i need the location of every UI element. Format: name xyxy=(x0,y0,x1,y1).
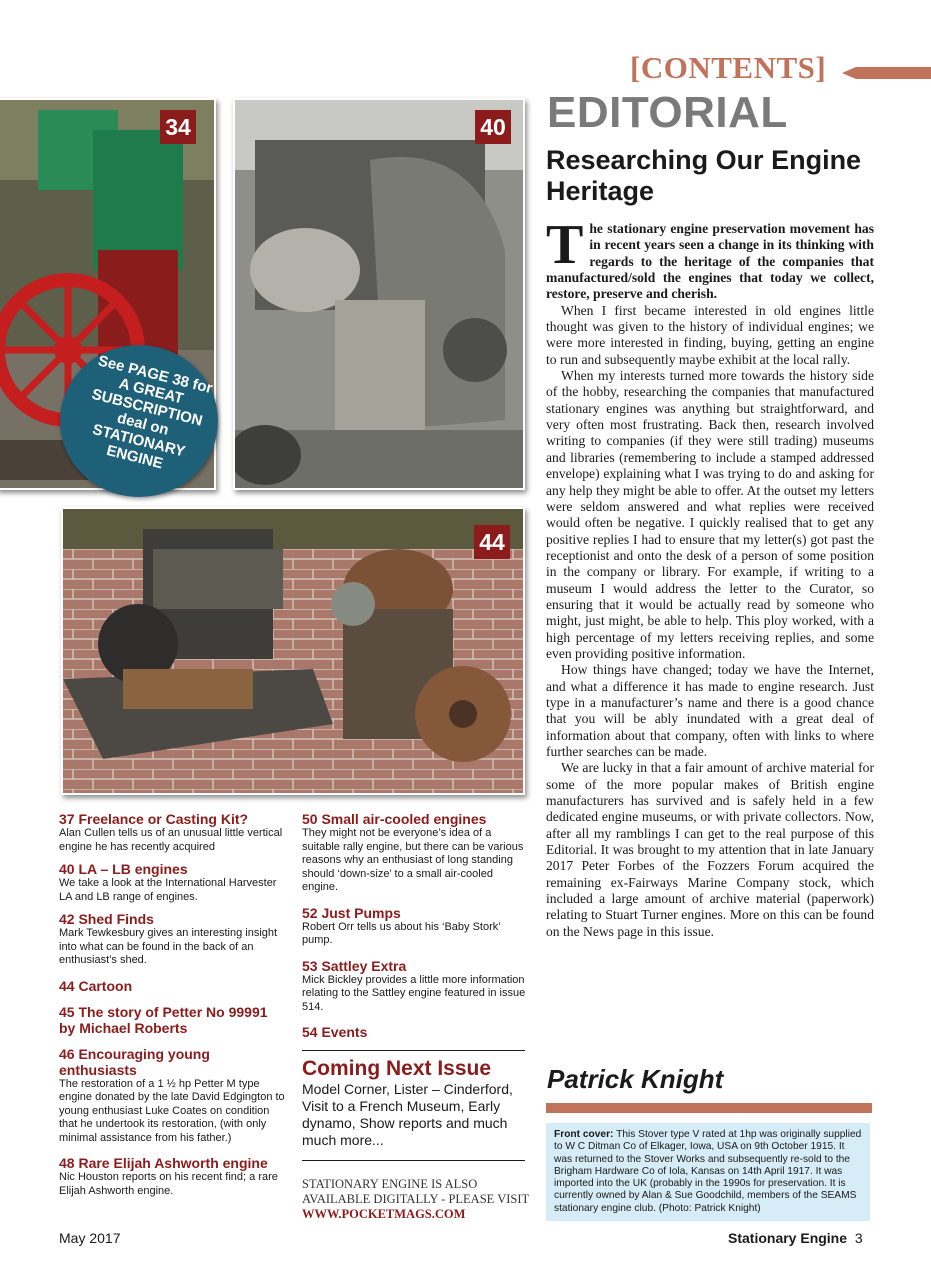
photo-engine-grey[interactable] xyxy=(233,98,525,490)
drop-cap: T xyxy=(546,214,584,276)
headline: Researching Our Engine Heritage xyxy=(546,145,862,206)
contents-entry-title[interactable]: 54 Events xyxy=(302,1024,368,1040)
cover-caption-label: Front cover: xyxy=(554,1129,614,1140)
contents-entry[interactable] xyxy=(59,1004,286,1036)
cover-caption xyxy=(546,1123,870,1221)
contents-column-right xyxy=(302,811,526,1047)
contents-entry[interactable] xyxy=(59,1046,286,1146)
page-badge-44: 44 xyxy=(474,525,510,559)
pocketmags-link[interactable]: WWW.POCKETMAGS.COM xyxy=(302,1207,466,1221)
contents-entry-description: Robert Orr tells us about his ‘Baby Stork’ pump. xyxy=(302,920,501,946)
contents-entry-description: We take a look at the International Harvester LA and LB range of engines. xyxy=(59,877,277,903)
contents-entry-description: Alan Cullen tells us of an unusual little vertical engine he has recently acquired xyxy=(59,827,283,853)
lead-text: he stationary engine preservation movement has in recent years seen a change in its thinking with regards to the heritage of the companies that manufactured/sold the engines that today we collect, restore, preserve and cherish. xyxy=(546,221,874,302)
contents-entry-title[interactable]: 53 Sattley Extra xyxy=(302,957,407,974)
contents-column-left xyxy=(59,811,286,1205)
contents-entry-description: The restoration of a 1 ½ hp Petter M type engine donated by the late David Edgington to young enthusiast Luke Coates on condition that he undertook its restoration, (with only minimal assistance from his father.) xyxy=(59,1077,285,1144)
digital-line-2: AVAILABLE DIGITALLY - PLEASE VISIT xyxy=(302,1192,530,1206)
photo-two-engines[interactable] xyxy=(61,507,525,795)
divider xyxy=(302,1050,525,1051)
contents-entry[interactable] xyxy=(302,811,526,895)
lead-paragraph xyxy=(546,214,874,303)
article-paragraph: How things have changed; today we have the Internet, and what a difference it has made to engine research. Just type in a manufacturer’s name and there is a good chance that you will be ably inundated with a great deal of information about that company, often with links to where further searches can be made. xyxy=(546,662,874,759)
contents-entry-title[interactable]: 52 Just Pumps xyxy=(302,904,401,921)
digital-availability xyxy=(302,1177,542,1222)
contents-entry-title[interactable]: 42 Shed Finds xyxy=(59,911,154,927)
footer-right xyxy=(728,1230,863,1246)
page-badge-40: 40 xyxy=(475,110,511,144)
arrow-left-icon xyxy=(842,67,931,79)
contents-entry[interactable] xyxy=(302,958,526,1015)
editorial-article xyxy=(546,214,874,940)
contents-entry[interactable] xyxy=(302,905,526,948)
article-paragraph: We are lucky in that a fair amount of archive material for some of the more popular makes of British engine manufacturers has survived and is safely held in a few dedicated engine museums, or with private collectors. Now, after all my ramblings I can get to the real purpose of this Editorial. It was brought to my attention that in late January 2017 Peter Forbes of the Fozzers Forum acquired the remaining ex-Fairways Marine Company stock, which included a large amount of archive material (paperwork) relating to Stuart Turner engines. More on this can be found on the News page in this issue. xyxy=(546,760,874,939)
engines-illustration xyxy=(63,509,523,793)
contents-entry-title[interactable]: 37 Freelance or Casting Kit? xyxy=(59,811,249,827)
contents-entry-description: Mark Tewkesbury gives an interesting insight into what can be found in the back of an enthusiast’s shed. xyxy=(59,927,278,966)
page-number: 3 xyxy=(854,1230,863,1246)
contents-entry-title[interactable]: 48 Rare Elijah Ashworth engine xyxy=(59,1155,268,1171)
contents-entry-title[interactable]: 50 Small air-cooled engines xyxy=(302,811,487,827)
contents-tag: [CONTENTS] xyxy=(630,50,827,85)
contents-entry[interactable] xyxy=(59,811,286,854)
contents-entry-title[interactable]: 40 LA – LB engines xyxy=(59,861,188,877)
article-paragraph: When my interests turned more towards the history side of the hobby, researching the companies that manufactured stationary engines was anything but straightforward, and very often most frustrating. Back then, research involved writing to companies (if they were still trading) museums and libraries (remembering to include a stamped addressed envelope) explaining what I was trying to do and asking for any help they might be able to offer. At the outset my letters were seldom answered and what replies were received would often be negative. I quickly realised that to get any positive replies I had to ensure that my letter(s) got past the receptionist and onto the desk of a person of some position in the company or library. For example, if writing to a museum I would address the letter to the Curator, so ensuring that it would be actually read by someone who might, just might, be able to help. This ploy worked, with a high percentage of my letters receiving replies, and some even providing positive information. xyxy=(546,368,874,661)
engine-illustration xyxy=(235,100,523,488)
contents-entry-title[interactable]: 45 The story of Petter No 99991 by Michael Roberts xyxy=(59,1003,268,1036)
next-issue-title: Coming Next Issue xyxy=(302,1057,492,1080)
next-issue-body: Model Corner, Lister – Cinderford, Visit to a French Museum, Early dynamo, Show reports and much much more... xyxy=(302,1081,513,1148)
subscription-promo-text: See PAGE 38 for A GREAT SUBSCRIPTION deal on STATIONARY ENGINE xyxy=(90,352,215,473)
contents-entry[interactable] xyxy=(302,1024,526,1040)
contents-entry[interactable] xyxy=(59,978,286,994)
contents-entry-title[interactable]: 44 Cartoon xyxy=(59,977,133,994)
divider-bar xyxy=(546,1103,872,1113)
contents-entry-title[interactable]: 46 Encouraging young enthusiasts xyxy=(59,1045,210,1078)
author-signature: Patrick Knight xyxy=(547,1064,724,1094)
issue-date: May 2017 xyxy=(59,1230,121,1246)
contents-entry-description: Mick Bickley provides a little more information relating to the Sattley engine featured in issue 514. xyxy=(302,973,526,1013)
divider xyxy=(302,1160,525,1161)
magazine-name: Stationary Engine xyxy=(728,1230,848,1246)
contents-entry[interactable] xyxy=(59,1155,286,1198)
digital-line-1: STATIONARY ENGINE IS ALSO xyxy=(302,1177,478,1191)
contents-entry-description: They might not be everyone’s idea of a suitable rally engine, but there can be various reasons why an enthusiast of long standing should ‘down-size’ to a small air-cooled engine. xyxy=(302,827,524,893)
section-title: EDITORIAL xyxy=(547,88,788,137)
contents-entry[interactable] xyxy=(59,911,286,968)
contents-entry[interactable] xyxy=(59,861,286,904)
page-badge-34: 34 xyxy=(160,110,196,144)
contents-entry-description: Nic Houston reports on his recent find; a rare Elijah Ashworth engine. xyxy=(59,1171,278,1197)
article-paragraph: When I first became interested in old engines little thought was given to the history of individual engines; we were more interested in finding, buying, getting an engine to run and subsequently maybe exhibit at the local rally. xyxy=(546,302,874,367)
cover-caption-text: This Stover type V rated at 1hp was originally supplied to W C Ditman Co of Elkager, Iowa, USA on 9th October 1915. It was returned to the Stover Works and subsequently re-sold to the Brigham Hardware Co of Iola, Kansas on 14th April 1917. It was imported into the UK (probably in the 1990s for preservation. It is currently owned by Alan & Sue Goodchild, members of the SEAMS stationary engine club. (Photo: Patrick Knight) xyxy=(554,1129,862,1214)
